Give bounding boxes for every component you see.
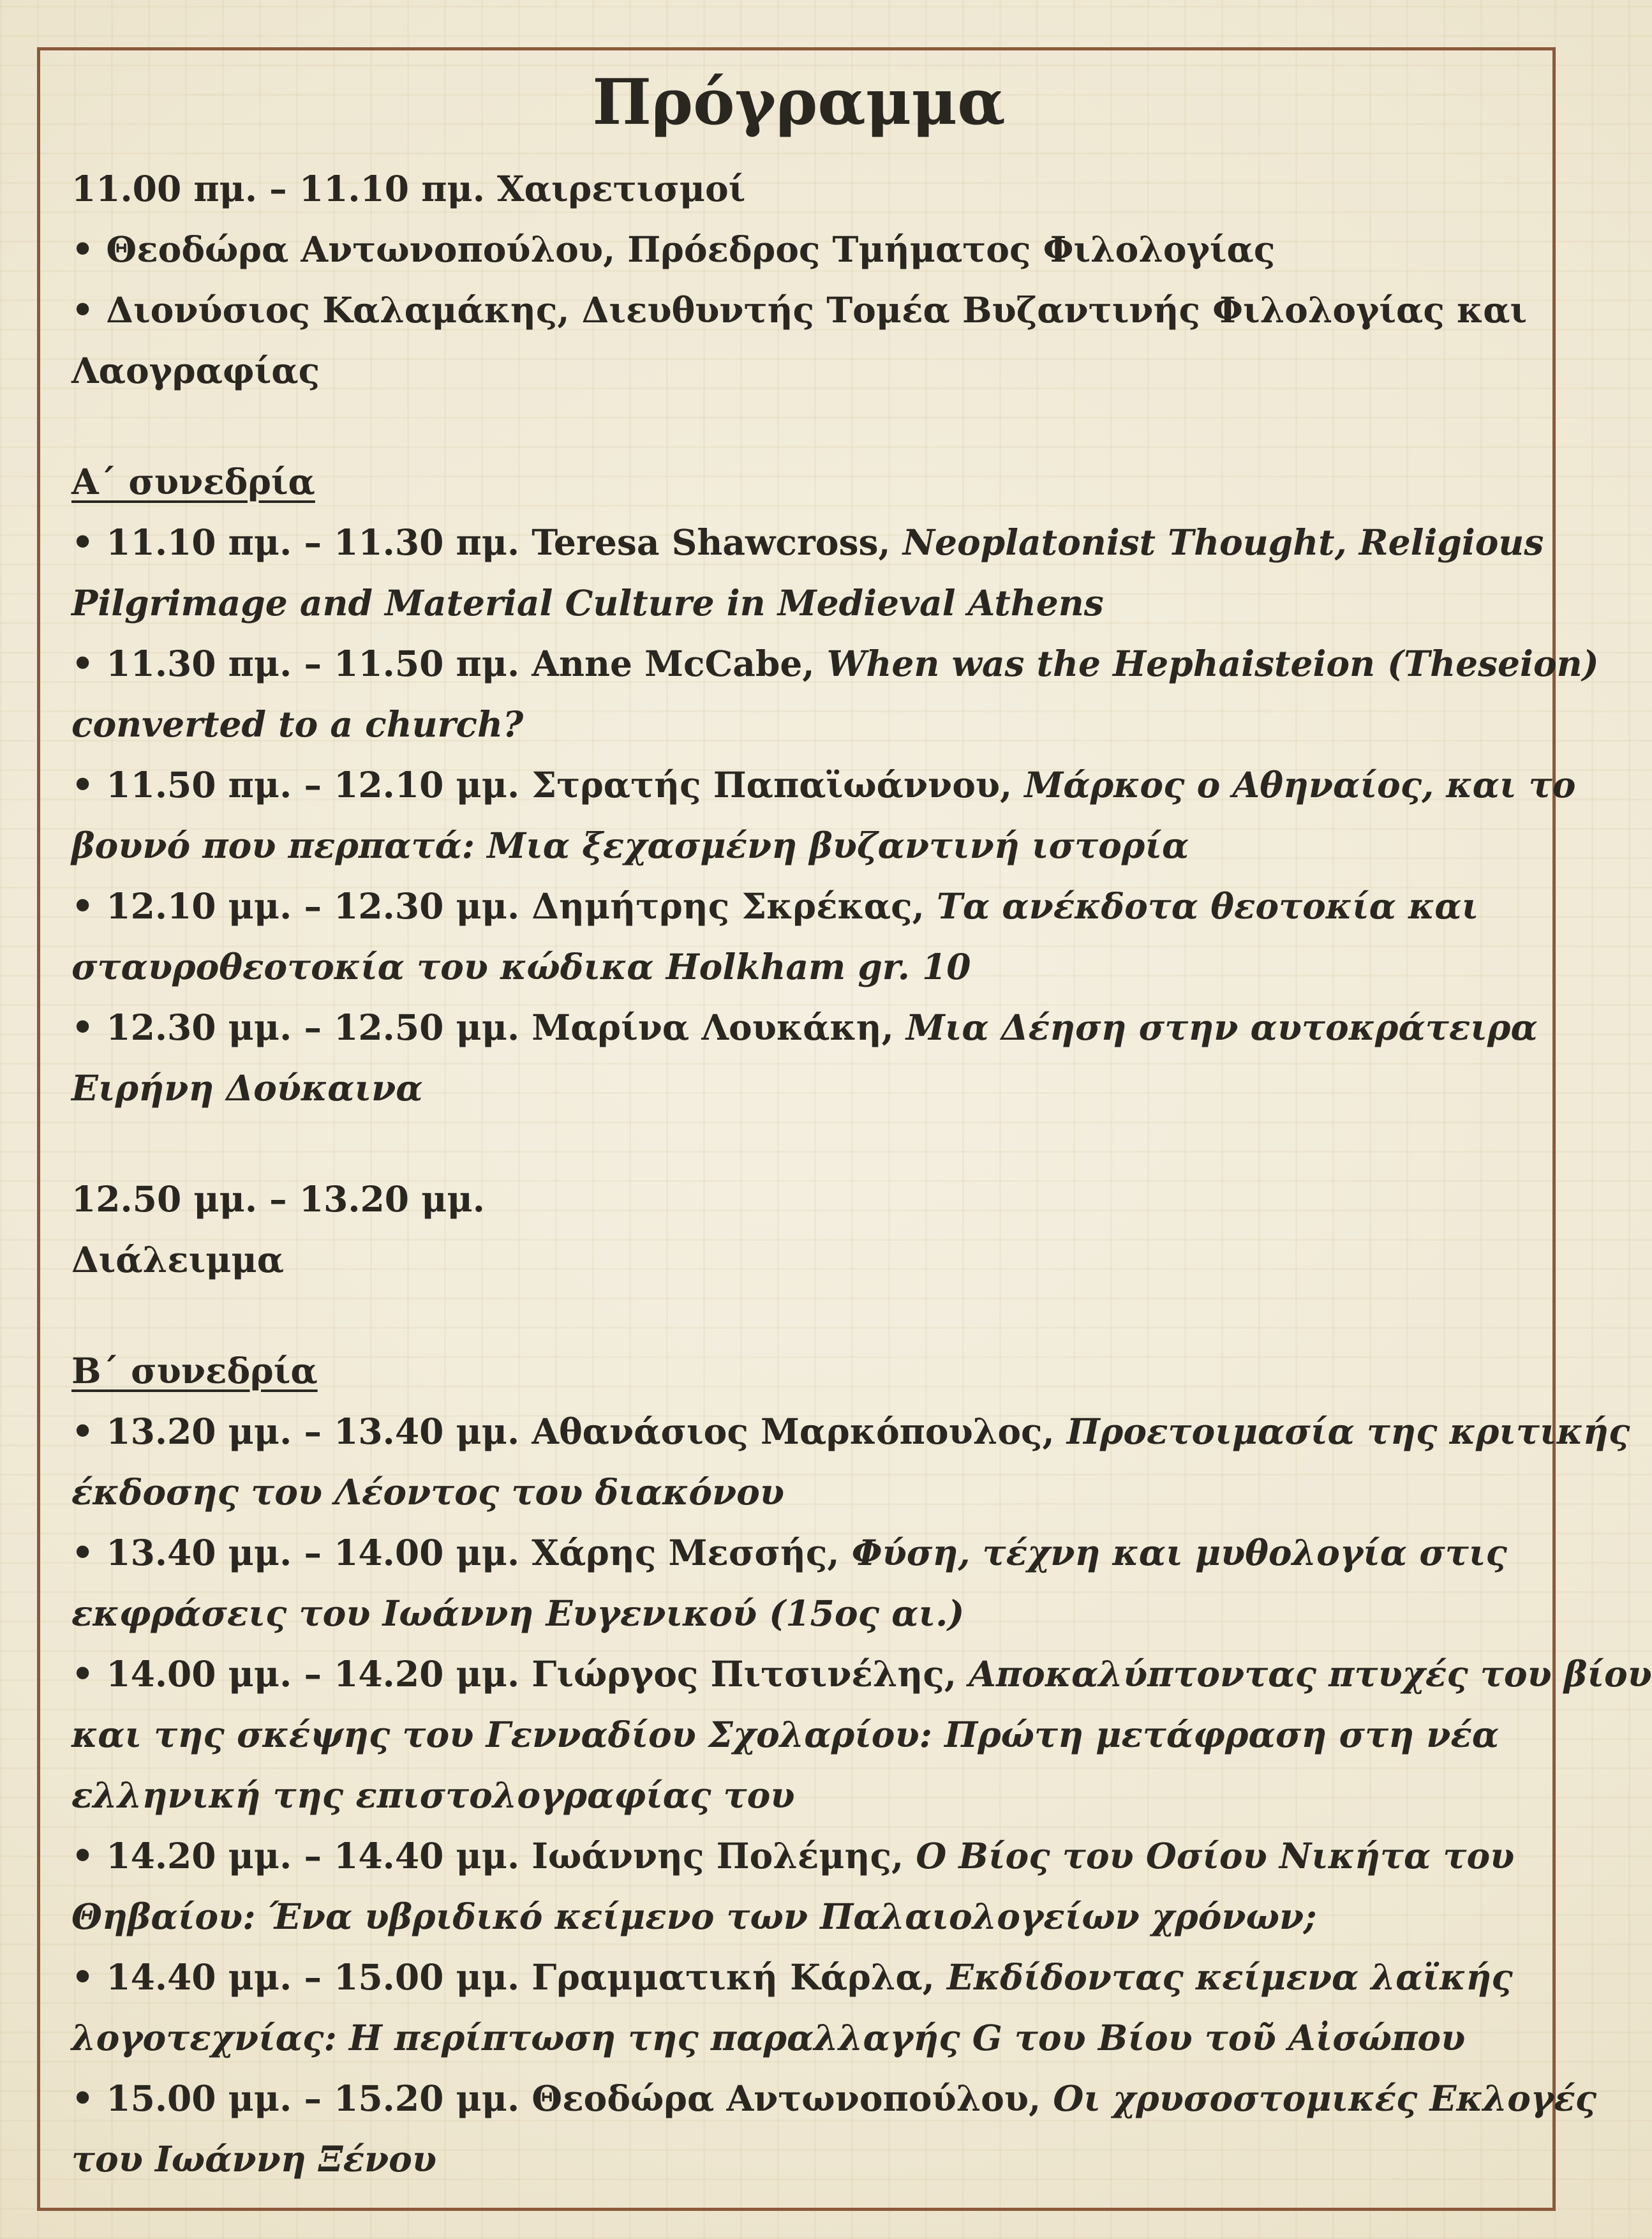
talk-line: • 14.20 μμ. – 14.40 μμ. Ιωάννης Πολέμης, Ο Βίος του Οσίου Νικήτα του xyxy=(71,1835,1515,1876)
session-b-heading: Β΄ συνεδρία xyxy=(71,1350,318,1391)
greeting-speaker-2-cont: Λαογραφίας xyxy=(71,350,320,391)
talk-line: • 13.40 μμ. – 14.00 μμ. Χάρης Μεσσής, Φύση, τέχνη και μυθολογία στις xyxy=(71,1532,1507,1573)
talk-title-cont: Ειρήνη Δούκαινα xyxy=(71,1067,423,1109)
break-label: Διάλειμμα xyxy=(71,1239,285,1280)
session-b-talks xyxy=(71,1401,1652,2189)
talk-line: • 13.20 μμ. – 13.40 μμ. Αθανάσιος Μαρκόπουλος, Προετοιμασία της κριτικής xyxy=(71,1411,1630,1452)
talk-title-cont: βουνό που περπατά: Μια ξεχασμένη βυζαντινή ιστορία xyxy=(71,825,1189,866)
programme-content xyxy=(71,61,1652,2189)
greetings-time: 11.00 πμ. – 11.10 πμ. Χαιρετισμοί xyxy=(71,168,746,209)
talk-line: • 11.30 πμ. – 11.50 πμ. Anne McCabe, When was the Hephaisteion (Theseion) xyxy=(71,643,1599,684)
talk-title-cont: και της σκέψης του Γενναδίου Σχολαρίου: Πρώτη μετάφραση στη νέα xyxy=(71,1714,1499,1755)
talk-title-cont: Θηβαίου: Ένα υβριδικό κείμενο των Παλαιολογείων χρόνων; xyxy=(71,1896,1317,1937)
talk-title-cont: εκφράσεις του Ιωάννη Ευγενικού (15ος αι.) xyxy=(71,1592,965,1634)
talk-title-cont: ελληνική της επιστολογραφίας του xyxy=(71,1774,795,1816)
talk-title-cont: έκδοσης του Λέοντος του διακόνου xyxy=(71,1471,785,1513)
talk-line: • 12.30 μμ. – 12.50 μμ. Μαρίνα Λουκάκη, Μια Δέηση στην αυτοκράτειρα xyxy=(71,1007,1538,1048)
talk-title-cont: Pilgrimage and Material Culture in Medieval Athens xyxy=(71,582,1104,624)
talk-line: • 12.10 μμ. – 12.30 μμ. Δημήτρης Σκρέκας, Τα ανέκδοτα θεοτοκία και xyxy=(71,885,1479,927)
talk-line: • 11.50 πμ. – 12.10 μμ. Στρατής Παπαϊωάννου, Μάρκος ο Αθηναίος, και το xyxy=(71,764,1576,805)
session-a-talks xyxy=(71,512,1599,1118)
talk-title-cont: converted to a church? xyxy=(71,703,524,745)
talk-line: • 15.00 μμ. – 15.20 μμ. Θεοδώρα Αντωνοπούλου, Οι χρυσοστομικές Εκλογές xyxy=(71,2078,1597,2119)
talk-line: • 14.00 μμ. – 14.20 μμ. Γιώργος Πιτσινέλης, Αποκαλύπτοντας πτυχές του βίου xyxy=(71,1653,1652,1695)
greeting-speaker-2: • Διονύσιος Καλαμάκης, Διευθυντής Τομέα Βυζαντινής Φιλολογίας και xyxy=(71,289,1528,331)
talk-title-cont: του Ιωάννη Ξένου xyxy=(71,2138,437,2180)
talk-line: • 11.10 πμ. – 11.30 πμ. Teresa Shawcross, Neoplatonist Thought, Religious xyxy=(71,521,1544,563)
break-time: 12.50 μμ. – 13.20 μμ. xyxy=(71,1178,485,1220)
session-a-heading: Α΄ συνεδρία xyxy=(71,461,315,502)
greeting-speaker-1: • Θεοδώρα Αντωνοπούλου, Πρόεδρος Τμήματος Φιλολογίας xyxy=(71,228,1276,270)
page-title: Πρόγραμμα xyxy=(592,66,1006,139)
talk-title-cont: σταυροθεοτοκία του κώδικα Holkham gr. 10 xyxy=(71,946,971,987)
talk-title-cont: λογοτεχνίας: Η περίπτωση της παραλλαγής G του Βίου τοῦ Αἰσώπου xyxy=(71,2017,1466,2058)
talk-line: • 14.40 μμ. – 15.00 μμ. Γραμματική Κάρλα, Εκδίδοντας κείμενα λαϊκής xyxy=(71,1956,1513,1998)
